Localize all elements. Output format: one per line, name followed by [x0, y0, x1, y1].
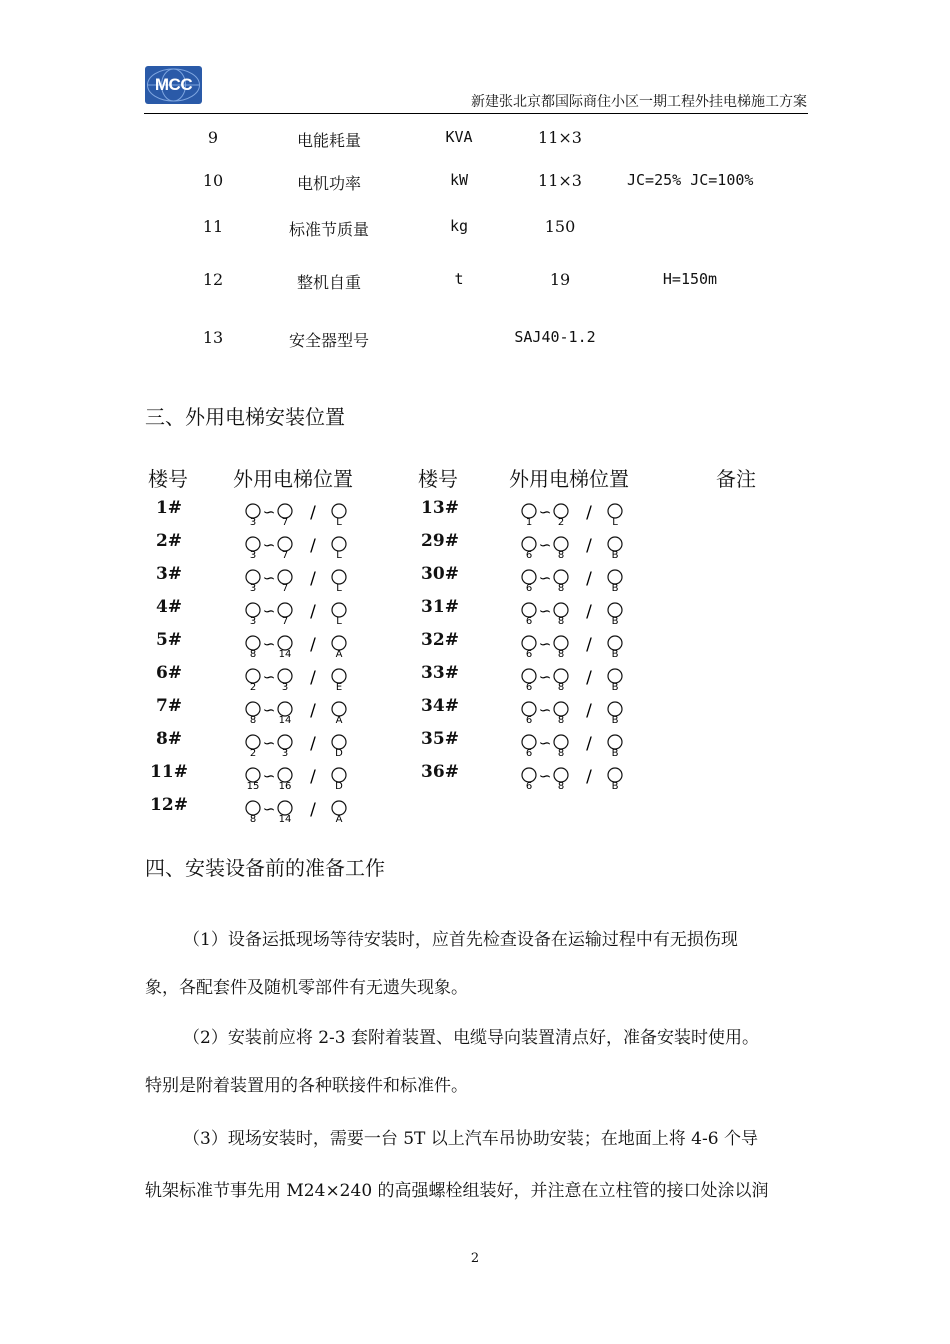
axis-circle-mark — [246, 603, 260, 617]
building-number: 11# — [150, 762, 188, 782]
axis-number: 7 — [281, 517, 289, 528]
axis-label-group — [243, 797, 363, 825]
axis-circle-mark — [608, 603, 622, 617]
axis-number: 3 — [281, 748, 289, 759]
paragraph-line: （3）现场安装时，需要一台 5T 以上汽车吊协助安装；在地面上将 4-6 个导 — [183, 1129, 758, 1149]
spec-no: 13 — [202, 328, 224, 347]
spec-no: 11 — [202, 217, 224, 236]
axis-number: L — [336, 550, 342, 561]
axis-range-tilde: ∽ — [262, 536, 276, 554]
axis-number: A — [335, 649, 343, 660]
axis-separator-slash: / — [586, 569, 592, 589]
axis-number: B — [611, 616, 619, 627]
axis-number: B — [611, 715, 619, 726]
axis-label-group — [243, 533, 363, 561]
axis-separator-slash: / — [310, 635, 316, 655]
axis-circle-mark — [522, 669, 536, 683]
axis-range-tilde: ∽ — [538, 767, 552, 785]
building-number: 13# — [421, 498, 459, 518]
paragraph-line: 特别是附着装置用的各种联接件和标准件。 — [145, 1076, 468, 1096]
axis-circle-mark — [278, 801, 292, 815]
building-number: 2# — [155, 531, 183, 551]
axis-number: L — [612, 517, 618, 528]
axis-circle-mark — [554, 669, 568, 683]
spec-row — [0, 128, 950, 152]
axis-label-group — [519, 632, 639, 660]
axis-number: 6 — [525, 781, 533, 792]
building-number: 29# — [421, 531, 459, 551]
axis-circle-mark — [278, 768, 292, 782]
axis-number: 7 — [281, 550, 289, 561]
paragraph-line: （2）安装前应将 2-3 套附着装置、电缆导向装置清点好，准备安装时使用。 — [183, 1028, 759, 1048]
axis-circle-mark — [246, 570, 260, 584]
axis-circle-mark — [522, 537, 536, 551]
spec-name: 整机自重 — [296, 273, 362, 292]
col-header-building: 楼号 — [148, 467, 188, 491]
axis-number: 7 — [281, 616, 289, 627]
lift-axis-position — [243, 764, 363, 792]
axis-separator-slash: / — [586, 734, 592, 754]
axis-range-tilde: ∽ — [538, 635, 552, 653]
axis-circle-mark — [554, 504, 568, 518]
axis-number: 8 — [557, 715, 565, 726]
axis-number: B — [611, 781, 619, 792]
axis-number: B — [611, 748, 619, 759]
axis-number: 3 — [249, 550, 257, 561]
axis-separator-slash: / — [586, 602, 592, 622]
axis-circle-mark — [246, 702, 260, 716]
building-number: 8# — [155, 729, 183, 749]
paragraph-line: 象，各配套件及随机零部件有无遗失现象。 — [145, 978, 468, 998]
axis-number: 8 — [249, 649, 257, 660]
axis-circle-mark — [246, 735, 260, 749]
lift-axis-position — [243, 500, 363, 528]
axis-label-group — [519, 599, 639, 627]
axis-circle-mark — [246, 669, 260, 683]
building-number: 7# — [155, 696, 183, 716]
axis-label-group — [519, 500, 639, 528]
axis-separator-slash: / — [310, 602, 316, 622]
spec-value: 11×3 — [538, 128, 582, 147]
axis-number: 14 — [278, 715, 292, 726]
axis-circle-mark — [608, 504, 622, 518]
axis-label-group — [243, 665, 363, 693]
section-heading-3: 三、外用电梯安装位置 — [145, 405, 345, 429]
axis-circle-mark — [332, 504, 346, 518]
mcc-logo — [145, 66, 202, 104]
axis-number: 8 — [557, 682, 565, 693]
axis-circle-mark — [608, 735, 622, 749]
paragraph-line: （1）设备运抵现场等待安装时，应首先检查设备在运输过程中有无损伤现 — [183, 930, 738, 950]
axis-label-group — [243, 632, 363, 660]
axis-circle-mark — [332, 603, 346, 617]
spec-value: 19 — [549, 270, 571, 289]
axis-circle-mark — [246, 504, 260, 518]
spec-no: 9 — [207, 128, 219, 147]
spec-value: 150 — [544, 217, 576, 236]
building-number: 35# — [421, 729, 459, 749]
axis-range-tilde: ∽ — [262, 569, 276, 587]
axis-number: B — [611, 682, 619, 693]
axis-circle-mark — [332, 636, 346, 650]
col-header-position-2: 外用电梯位置 — [509, 467, 629, 491]
spec-row — [0, 328, 950, 352]
axis-number: 3 — [249, 517, 257, 528]
axis-number: 3 — [249, 583, 257, 594]
axis-label-group — [519, 731, 639, 759]
axis-circle-mark — [246, 801, 260, 815]
axis-number: 8 — [557, 781, 565, 792]
axis-number: 8 — [249, 715, 257, 726]
spec-unit: KVA — [445, 128, 473, 146]
axis-number: 8 — [557, 583, 565, 594]
axis-number: 7 — [281, 583, 289, 594]
axis-number: 6 — [525, 649, 533, 660]
col-header-building-2: 楼号 — [418, 467, 458, 491]
axis-circle-mark — [608, 537, 622, 551]
building-number: 30# — [421, 564, 459, 584]
axis-label-group — [243, 566, 363, 594]
axis-circle-mark — [522, 603, 536, 617]
axis-number: D — [335, 748, 343, 759]
axis-circle-mark — [332, 669, 346, 683]
axis-circle-mark — [278, 504, 292, 518]
axis-label-group — [243, 698, 363, 726]
axis-label-group — [519, 698, 639, 726]
spec-row — [0, 171, 950, 195]
axis-circle-mark — [608, 768, 622, 782]
axis-circle-mark — [554, 537, 568, 551]
axis-number: L — [336, 616, 342, 627]
axis-number: 16 — [278, 781, 292, 792]
axis-number: L — [336, 583, 342, 594]
axis-circle-mark — [608, 702, 622, 716]
axis-circle-mark — [522, 636, 536, 650]
spec-name: 安全器型号 — [288, 331, 370, 350]
axis-circle-mark — [554, 702, 568, 716]
building-number: 5# — [155, 630, 183, 650]
axis-separator-slash: / — [310, 701, 316, 721]
col-header-position: 外用电梯位置 — [233, 467, 353, 491]
axis-circle-mark — [278, 636, 292, 650]
axis-circle-mark — [608, 636, 622, 650]
axis-circle-mark — [554, 735, 568, 749]
axis-circle-mark — [332, 570, 346, 584]
axis-separator-slash: / — [310, 569, 316, 589]
axis-range-tilde: ∽ — [262, 734, 276, 752]
lift-axis-position — [519, 698, 639, 726]
axis-range-tilde: ∽ — [538, 668, 552, 686]
lift-axis-position — [243, 731, 363, 759]
axis-number: B — [611, 649, 619, 660]
axis-separator-slash: / — [310, 536, 316, 556]
axis-number: 14 — [278, 814, 292, 825]
logo-text: MCC — [154, 75, 193, 94]
axis-circle-mark — [332, 768, 346, 782]
axis-number: E — [335, 682, 343, 693]
building-number: 12# — [150, 795, 188, 815]
axis-separator-slash: / — [586, 668, 592, 688]
spec-row — [0, 217, 950, 241]
axis-separator-slash: / — [310, 503, 316, 523]
building-number: 3# — [155, 564, 183, 584]
axis-range-tilde: ∽ — [262, 503, 276, 521]
lift-axis-position — [519, 764, 639, 792]
axis-circle-mark — [246, 537, 260, 551]
axis-circle-mark — [522, 702, 536, 716]
axis-number: 1 — [525, 517, 533, 528]
axis-circle-mark — [278, 702, 292, 716]
axis-range-tilde: ∽ — [262, 602, 276, 620]
axis-number: 8 — [557, 649, 565, 660]
header-title: 新建张北京都国际商住小区一期工程外挂电梯施工方案 — [471, 94, 807, 110]
axis-number: 2 — [249, 748, 257, 759]
axis-separator-slash: / — [310, 668, 316, 688]
lift-axis-position — [519, 731, 639, 759]
axis-label-group — [519, 764, 639, 792]
axis-circle-mark — [608, 669, 622, 683]
axis-separator-slash: / — [310, 767, 316, 787]
axis-circle-mark — [522, 735, 536, 749]
axis-number: 6 — [525, 550, 533, 561]
axis-circle-mark — [278, 537, 292, 551]
lift-axis-position — [519, 665, 639, 693]
axis-circle-mark — [278, 603, 292, 617]
building-number: 32# — [421, 630, 459, 650]
axis-circle-mark — [554, 570, 568, 584]
axis-separator-slash: / — [310, 734, 316, 754]
axis-number: A — [335, 814, 343, 825]
spec-name: 电能耗量 — [296, 131, 362, 150]
axis-number: 8 — [557, 550, 565, 561]
building-number: 6# — [155, 663, 183, 683]
page-number: 2 — [470, 1251, 480, 1266]
axis-label-group — [519, 665, 639, 693]
spec-unit: t — [454, 270, 464, 288]
header-divider — [144, 113, 808, 114]
axis-circle-mark — [522, 768, 536, 782]
axis-separator-slash: / — [586, 503, 592, 523]
axis-number: 6 — [525, 715, 533, 726]
axis-number: 6 — [525, 583, 533, 594]
spec-value: 11×3 — [538, 171, 582, 190]
building-number: 31# — [421, 597, 459, 617]
axis-range-tilde: ∽ — [538, 536, 552, 554]
axis-circle-mark — [278, 570, 292, 584]
axis-label-group — [243, 764, 363, 792]
axis-circle-mark — [332, 801, 346, 815]
axis-label-group — [519, 533, 639, 561]
axis-separator-slash: / — [586, 701, 592, 721]
lift-axis-position — [519, 533, 639, 561]
axis-separator-slash: / — [586, 635, 592, 655]
spec-no: 12 — [202, 270, 224, 289]
lift-axis-position — [243, 533, 363, 561]
axis-circle-mark — [522, 504, 536, 518]
axis-number: A — [335, 715, 343, 726]
axis-separator-slash: / — [586, 536, 592, 556]
axis-separator-slash: / — [310, 800, 316, 820]
axis-circle-mark — [332, 537, 346, 551]
lift-axis-position — [519, 599, 639, 627]
axis-range-tilde: ∽ — [538, 569, 552, 587]
axis-circle-mark — [332, 702, 346, 716]
axis-circle-mark — [522, 570, 536, 584]
lift-axis-position — [243, 566, 363, 594]
axis-circle-mark — [608, 570, 622, 584]
col-header-remark: 备注 — [716, 467, 756, 491]
axis-number: 6 — [525, 616, 533, 627]
lift-axis-position — [519, 632, 639, 660]
paragraph-line: 轨架标准节事先用 M24×240 的高强螺栓组装好，并注意在立柱管的接口处涂以润 — [145, 1181, 769, 1201]
axis-range-tilde: ∽ — [262, 800, 276, 818]
building-number: 1# — [155, 498, 183, 518]
building-number: 33# — [421, 663, 459, 683]
lift-axis-position — [243, 632, 363, 660]
lift-axis-position — [519, 500, 639, 528]
axis-range-tilde: ∽ — [262, 701, 276, 719]
axis-range-tilde: ∽ — [538, 734, 552, 752]
axis-range-tilde: ∽ — [538, 503, 552, 521]
axis-number: 8 — [557, 748, 565, 759]
spec-value: SAJ40-1.2 — [514, 328, 596, 346]
axis-range-tilde: ∽ — [538, 701, 552, 719]
spec-note: JC=25% JC=100% — [627, 171, 754, 189]
lift-axis-position — [519, 566, 639, 594]
axis-number: B — [611, 550, 619, 561]
axis-number: 8 — [557, 616, 565, 627]
axis-label-group — [519, 566, 639, 594]
spec-name: 电机功率 — [296, 174, 362, 193]
axis-number: 3 — [281, 682, 289, 693]
axis-number: 2 — [249, 682, 257, 693]
axis-circle-mark — [554, 636, 568, 650]
axis-separator-slash: / — [586, 767, 592, 787]
axis-circle-mark — [246, 636, 260, 650]
axis-number: 14 — [278, 649, 292, 660]
axis-circle-mark — [554, 768, 568, 782]
spec-row — [0, 270, 950, 294]
axis-label-group — [243, 731, 363, 759]
axis-circle-mark — [332, 735, 346, 749]
axis-range-tilde: ∽ — [262, 767, 276, 785]
axis-circle-mark — [278, 669, 292, 683]
lift-axis-position — [243, 698, 363, 726]
axis-range-tilde: ∽ — [538, 602, 552, 620]
axis-label-group — [243, 599, 363, 627]
building-number: 34# — [421, 696, 459, 716]
spec-name: 标准节质量 — [288, 220, 370, 239]
axis-circle-mark — [278, 735, 292, 749]
building-number: 36# — [421, 762, 459, 782]
axis-number: B — [611, 583, 619, 594]
axis-circle-mark — [554, 603, 568, 617]
lift-axis-position — [243, 797, 363, 825]
lift-axis-position — [243, 599, 363, 627]
spec-unit: kW — [449, 171, 469, 189]
spec-unit: kg — [449, 217, 469, 235]
spec-note: H=150m — [662, 270, 718, 288]
axis-label-group — [243, 500, 363, 528]
section-heading-4: 四、安装设备前的准备工作 — [145, 856, 385, 880]
spec-no: 10 — [202, 171, 224, 190]
axis-circle-mark — [246, 768, 260, 782]
axis-number: D — [335, 781, 343, 792]
axis-number: 8 — [249, 814, 257, 825]
axis-number: 6 — [525, 748, 533, 759]
axis-number: 6 — [525, 682, 533, 693]
axis-number: 2 — [557, 517, 565, 528]
axis-number: L — [336, 517, 342, 528]
axis-number: 3 — [249, 616, 257, 627]
axis-range-tilde: ∽ — [262, 668, 276, 686]
axis-range-tilde: ∽ — [262, 635, 276, 653]
building-number: 4# — [155, 597, 183, 617]
axis-number: 15 — [246, 781, 260, 792]
lift-axis-position — [243, 665, 363, 693]
